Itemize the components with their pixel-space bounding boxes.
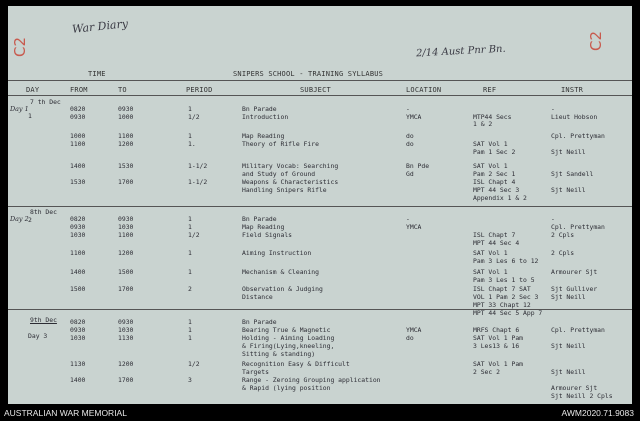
footer-left: AUSTRALIAN WAR MEMORIAL <box>4 408 127 418</box>
cell-ref: MPT 44 Sec 4 <box>473 239 520 247</box>
cell-to: 1100 <box>118 132 134 140</box>
cell-to: 0930 <box>118 318 134 326</box>
cell-location: YMCA <box>406 113 422 121</box>
cell-instr: Lieut Hobson <box>551 113 598 121</box>
cell-subject: Map Reading <box>242 132 285 140</box>
day-hand: Day 2 <box>10 215 29 223</box>
day-date: 7 th Dec <box>30 98 61 106</box>
cell-location: - <box>406 105 410 113</box>
cell-period: 1. <box>188 140 196 148</box>
cell-instr: 2 Cpls <box>551 231 575 239</box>
cell-period: 1 <box>188 318 192 326</box>
cell-instr: Armourer Sjt <box>551 384 598 392</box>
cell-period: 1/2 <box>188 113 200 121</box>
cell-location: Bn Pde <box>406 162 430 170</box>
day-date: 8th Dec <box>30 208 57 216</box>
cell-subject: Bearing True & Magnetic <box>242 326 331 334</box>
cell-ref: SAT Vol 1 <box>473 140 508 148</box>
cell-subject: Bn Parade <box>242 215 277 223</box>
cell-subject: Distance <box>242 293 273 301</box>
cell-ref: Pam 3 Les 1 to 5 <box>473 276 535 284</box>
cell-subject: Field Signals <box>242 231 293 239</box>
cell-instr: Sjt Neill <box>551 148 586 156</box>
cell-period: 1 <box>188 215 192 223</box>
cell-from: 1530 <box>70 178 86 186</box>
cell-subject: Bn Parade <box>242 318 277 326</box>
cell-to: 1700 <box>118 376 134 384</box>
cell-subject: Recognition Easy & Difficult <box>242 360 350 368</box>
cell-ref: Pam 1 Sec 2 <box>473 148 516 156</box>
cell-instr: Sjt Neill <box>551 293 586 301</box>
cell-ref: 2 Sec 2 <box>473 368 500 376</box>
cell-instr: Sjt Sandell <box>551 170 594 178</box>
day-num: 2 <box>28 216 32 224</box>
cell-ref: ISL Chapt 7 SAT <box>473 285 531 293</box>
cell-from: 1030 <box>70 334 86 342</box>
cell-to: 1200 <box>118 249 134 257</box>
document-page <box>8 6 632 404</box>
cell-subject: Observation & Judging <box>242 285 323 293</box>
cell-instr: 2 Cpls <box>551 249 575 257</box>
cell-ref: ISL Chapt 4 <box>473 178 516 186</box>
cell-period: 1-1/2 <box>188 162 208 170</box>
cell-ref: VOL 1 Pam 2 Sec 3 <box>473 293 539 301</box>
cell-from: 0930 <box>70 223 86 231</box>
day-num: Day 3 <box>28 332 48 340</box>
cell-from: 0820 <box>70 318 86 326</box>
cell-period: 1 <box>188 223 192 231</box>
cell-instr: - <box>551 215 555 223</box>
rule-header <box>8 95 632 96</box>
cell-instr: Sjt Gulliver <box>551 285 598 293</box>
cell-to: 1200 <box>118 360 134 368</box>
rule-day2 <box>8 206 632 207</box>
cell-subject: Range - Zeroing Grouping application <box>242 376 381 384</box>
day-date: 9th Dec <box>30 316 57 324</box>
cell-ref: 1 & 2 <box>473 120 493 128</box>
cell-subject: Theory of Rifle Fire <box>242 140 319 148</box>
header-instr: INSTR <box>561 86 584 94</box>
cell-subject: Aiming Instruction <box>242 249 312 257</box>
cell-from: 1400 <box>70 162 86 170</box>
cell-subject: Introduction <box>242 113 289 121</box>
cell-from: 1100 <box>70 249 86 257</box>
cell-subject: Sitting & standing) <box>242 350 316 358</box>
header-from: FROM <box>70 86 88 94</box>
cell-instr: Cpl. Prettyman <box>551 223 605 231</box>
cell-location: YMCA <box>406 326 422 334</box>
cell-location: - <box>406 215 410 223</box>
handwritten-unit: 2/14 Aust Pnr Bn. <box>415 43 506 60</box>
cell-subject: Targets <box>242 368 269 376</box>
cell-ref: SAT Vol 1 Pam <box>473 360 524 368</box>
cell-ref: MTP44 Secs <box>473 113 512 121</box>
rule-top <box>8 80 632 81</box>
cell-from: 0820 <box>70 215 86 223</box>
red-mark-right: C2 <box>587 30 606 52</box>
cell-subject: Weapons & Characteristics <box>242 178 339 186</box>
cell-to: 1030 <box>118 223 134 231</box>
cell-subject: & Rapid (lying position <box>242 384 331 392</box>
cell-ref: MRFS Chapt 6 <box>473 326 520 334</box>
cell-location: do <box>406 140 414 148</box>
cell-from: 0930 <box>70 326 86 334</box>
cell-location: YMCA <box>406 223 422 231</box>
cell-from: 0930 <box>70 113 86 121</box>
cell-from: 1400 <box>70 376 86 384</box>
red-mark-left: C2 <box>11 36 30 58</box>
cell-to: 1700 <box>118 178 134 186</box>
cell-to: 1130 <box>118 334 134 342</box>
cell-ref: SAT Vol 1 <box>473 268 508 276</box>
cell-from: 1030 <box>70 231 86 239</box>
header-day: DAY <box>26 86 40 94</box>
cell-instr: Sjt Neill <box>551 342 586 350</box>
cell-period: 1 <box>188 132 192 140</box>
cell-period: 3 <box>188 376 192 384</box>
cell-ref: MPT 33 Chapt 12 <box>473 301 531 309</box>
cell-period: 1 <box>188 326 192 334</box>
cell-period: 1/2 <box>188 231 200 239</box>
cell-ref: SAT Vol 1 <box>473 249 508 257</box>
cell-subject: Holding - Aiming Loading <box>242 334 335 342</box>
document-title: SNIPERS SCHOOL - TRAINING SYLLABUS <box>233 70 384 78</box>
cell-ref: MPT 44 Sec 3 <box>473 186 520 194</box>
cell-period: 1 <box>188 268 192 276</box>
cell-from: 1400 <box>70 268 86 276</box>
cell-period: 1 <box>188 249 192 257</box>
cell-subject: Handling Snipers Rifle <box>242 186 327 194</box>
header-subject: SUBJECT <box>300 86 331 94</box>
cell-period: 2 <box>188 285 192 293</box>
day-num: 1 <box>28 112 32 120</box>
cell-ref: SAT Vol 1 <box>473 162 508 170</box>
cell-ref: Pam 3 Les 6 to 12 <box>473 257 539 265</box>
cell-to: 1030 <box>118 326 134 334</box>
cell-ref: SAT Vol 1 Pam <box>473 334 524 342</box>
cell-location: do <box>406 132 414 140</box>
cell-instr: Cpl. Prettyman <box>551 132 605 140</box>
cell-period: 1 <box>188 105 192 113</box>
cell-from: 0820 <box>70 105 86 113</box>
header-time: TIME <box>88 70 106 78</box>
cell-period: 1/2 <box>188 360 200 368</box>
cell-ref: 3 Les13 & 16 <box>473 342 520 350</box>
cell-ref: ISL Chapt 7 <box>473 231 516 239</box>
header-to: TO <box>118 86 127 94</box>
cell-instr: Cpl. Prettyman <box>551 326 605 334</box>
cell-location: Gd <box>406 170 414 178</box>
cell-instr: - <box>551 105 555 113</box>
cell-from: 1000 <box>70 132 86 140</box>
cell-ref: MPT 44 Sec 5 App 7 <box>473 309 543 317</box>
cell-ref: Appendix 1 & 2 <box>473 194 527 202</box>
cell-subject: Mechanism & Cleaning <box>242 268 319 276</box>
cell-subject: Military Vocab: Searching <box>242 162 339 170</box>
footer-right: AWM2020.71.9083 <box>561 408 634 418</box>
cell-period: 1 <box>188 334 192 342</box>
cell-instr: Sjt Neill <box>551 186 586 194</box>
cell-subject: and Study of Ground <box>242 170 316 178</box>
cell-subject: Map Reading <box>242 223 285 231</box>
cell-subject: & Firing(Lying,kneeling, <box>242 342 335 350</box>
cell-to: 1100 <box>118 231 134 239</box>
handwritten-war-diary: War Diary <box>71 17 129 36</box>
cell-period: 1-1/2 <box>188 178 208 186</box>
cell-from: 1130 <box>70 360 86 368</box>
cell-to: 0930 <box>118 105 134 113</box>
header-ref: REF <box>483 86 497 94</box>
cell-to: 0930 <box>118 215 134 223</box>
header-period: PERIOD <box>186 86 213 94</box>
day-hand: Day 1 <box>10 105 29 113</box>
cell-instr: Sjt Neill 2 Cpls <box>551 392 613 400</box>
cell-instr: Armourer Sjt <box>551 268 598 276</box>
cell-to: 1700 <box>118 285 134 293</box>
cell-from: 1100 <box>70 140 86 148</box>
cell-to: 1500 <box>118 268 134 276</box>
cell-from: 1500 <box>70 285 86 293</box>
cell-instr: Sjt Neill <box>551 368 586 376</box>
cell-location: do <box>406 334 414 342</box>
cell-to: 1000 <box>118 113 134 121</box>
cell-subject: Bn Parade <box>242 105 277 113</box>
cell-to: 1530 <box>118 162 134 170</box>
cell-to: 1200 <box>118 140 134 148</box>
header-location: LOCATION <box>406 86 442 94</box>
cell-ref: Pam 2 Sec 1 <box>473 170 516 178</box>
